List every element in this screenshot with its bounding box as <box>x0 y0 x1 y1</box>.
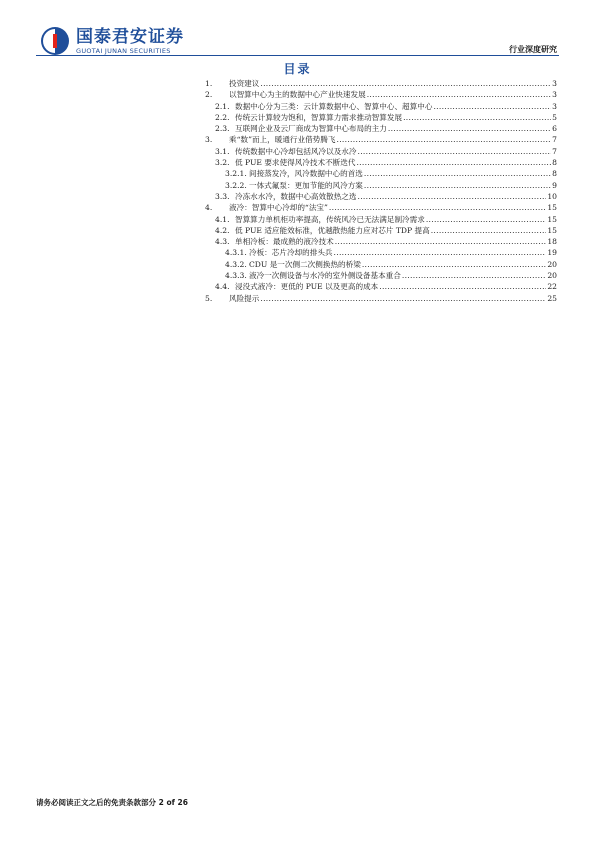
toc-entry-title: 冷冻水水冷，数据中心高效散热之选 <box>235 191 357 201</box>
toc-entry-title: 单相冷板：最成熟的液冷技术 <box>235 237 334 247</box>
toc-entry-page: 9 <box>552 180 557 190</box>
toc-entry-title: 投资建议 <box>229 79 260 88</box>
toc-entry-page: 7 <box>552 135 557 145</box>
toc-entry-number: 2.3. <box>215 124 230 134</box>
page-footer <box>36 797 188 808</box>
toc-dot-leader <box>388 123 551 134</box>
toc-dot-leader <box>367 89 551 100</box>
toc-dot-leader <box>358 146 552 157</box>
toc-entry-page: 22 <box>547 282 557 292</box>
toc-entry[interactable] <box>205 112 557 123</box>
toc-entry[interactable] <box>205 202 557 213</box>
toc-dot-leader <box>334 247 547 258</box>
toc-entry-number: 2.2. <box>215 112 230 122</box>
toc-entry-page: 10 <box>547 191 557 201</box>
logo-mark-icon <box>40 26 70 56</box>
toc-entry-title: 液冷一次侧设备与水冷的室外侧设备基本重合 <box>249 271 401 281</box>
toc-dot-leader <box>356 157 551 168</box>
toc-entry[interactable] <box>205 214 557 225</box>
toc-entry-number: 4.3.3. <box>225 271 247 281</box>
toc-entry-title: 传统数据中心冷却包括风冷以及水冷 <box>235 146 357 156</box>
toc-entry-page: 20 <box>547 271 557 281</box>
toc-entry[interactable] <box>205 146 557 157</box>
toc-dot-leader <box>260 78 551 89</box>
toc-entry-page: 3 <box>552 79 557 88</box>
toc-entry-number: 2. <box>205 90 213 100</box>
table-of-contents <box>205 78 557 304</box>
toc-dot-leader <box>336 134 551 145</box>
footer-disclaimer: 请务必阅读正文之后的免责条款部分 <box>36 798 156 807</box>
toc-entry-number: 4. <box>205 203 213 213</box>
toc-entry-page: 6 <box>552 124 557 134</box>
toc-entry-title: 传统云计算较为饱和，智算算力需求推动智算发展 <box>235 112 403 122</box>
toc-entry-title: 一体式氟泵：更加节能的风冷方案 <box>249 180 363 190</box>
toc-entry-page: 8 <box>552 158 557 168</box>
toc-entry[interactable] <box>205 157 557 168</box>
toc-entry-title: 以智算中心为主的数据中心产业快速发展 <box>229 90 366 100</box>
toc-entry-number: 3.2. <box>215 158 230 168</box>
header-divider <box>36 55 559 56</box>
toc-entry[interactable] <box>205 191 557 202</box>
toc-entry[interactable] <box>205 225 557 236</box>
toc-dot-leader <box>433 101 551 112</box>
company-logo <box>40 26 184 56</box>
toc-entry-number: 5. <box>205 293 213 303</box>
toc-dot-leader <box>335 236 547 247</box>
footer-page-number: 2 of 26 <box>158 798 188 807</box>
logo-chinese-name: 国泰君安证券 <box>76 26 184 47</box>
toc-dot-leader <box>260 293 546 304</box>
toc-dot-leader <box>403 112 551 123</box>
toc-entry-title: 液冷：智算中心冷却的“法宝” <box>229 203 328 213</box>
toc-dot-leader <box>358 191 547 202</box>
toc-entry-title: 冷板：芯片冷却的排头兵 <box>249 248 333 258</box>
toc-entry[interactable] <box>205 78 557 89</box>
toc-entry-page: 3 <box>552 90 557 100</box>
toc-entry-title: 低 PUE 适应能效标准，优越散热能力应对芯片 TDP 提高 <box>235 225 430 235</box>
toc-entry-number: 3.3. <box>215 191 230 201</box>
toc-entry-title: 间接蒸发冷，风冷数据中心的首选 <box>249 169 363 179</box>
toc-entry-title: CDU 是一次侧二次侧换热的桥梁 <box>249 259 361 269</box>
toc-entry-page: 7 <box>552 146 557 156</box>
toc-entry-number: 3.2.1. <box>225 169 247 179</box>
toc-entry-number: 3.1. <box>215 146 230 156</box>
toc-entry-page: 3 <box>552 101 557 111</box>
toc-entry-title: 低 PUE 要求使得风冷技术不断迭代 <box>235 158 356 168</box>
toc-entry-page: 15 <box>547 225 557 235</box>
toc-entry-number: 4.3.2. <box>225 259 247 269</box>
report-type-label: 行业深度研究 <box>509 45 557 54</box>
toc-entry-number: 2.1. <box>215 101 230 111</box>
toc-entry-page: 25 <box>547 293 557 303</box>
toc-dot-leader <box>402 270 546 281</box>
toc-entry-title: 智算算力单机柜功率提高，传统风冷已无法满足制冷需求 <box>235 214 425 224</box>
toc-entry[interactable] <box>205 123 557 134</box>
toc-entry-title: 互联网企业及云厂商成为智算中心布局的主力 <box>235 124 387 134</box>
toc-entry[interactable] <box>205 180 557 191</box>
toc-entry-number: 1. <box>205 79 213 88</box>
toc-entry-title: 风险提示 <box>229 293 260 303</box>
toc-entry-title: 浸没式液冷：更低的 PUE 以及更高的成本 <box>235 282 379 292</box>
toc-entry[interactable] <box>205 259 557 270</box>
toc-entry-number: 3.2.2. <box>225 180 247 190</box>
toc-dot-leader <box>364 168 551 179</box>
toc-entry[interactable] <box>205 293 557 304</box>
page-header <box>0 0 595 60</box>
toc-entry-page: 15 <box>547 214 557 224</box>
toc-entry-title: 数据中心分为三类：云计算数据中心、智算中心、超算中心 <box>235 101 433 111</box>
toc-dot-leader <box>362 259 546 270</box>
toc-entry-page: 8 <box>552 169 557 179</box>
toc-entry[interactable] <box>205 270 557 281</box>
toc-dot-leader <box>379 281 546 292</box>
logo-english-name: GUOTAI JUNAN SECURITIES <box>76 46 171 55</box>
toc-entry-number: 4.3. <box>215 237 230 247</box>
toc-entry-number: 4.4. <box>215 282 230 292</box>
toc-entry-page: 15 <box>547 203 557 213</box>
toc-entry-number: 4.1. <box>215 214 230 224</box>
toc-dot-leader <box>431 225 547 236</box>
toc-entry-page: 19 <box>547 248 557 258</box>
toc-dot-leader <box>426 214 546 225</box>
toc-dot-leader <box>329 202 546 213</box>
toc-entry-page: 20 <box>547 259 557 269</box>
toc-dot-leader <box>364 180 551 191</box>
toc-entry[interactable] <box>205 281 557 292</box>
toc-entry-page: 5 <box>552 112 557 122</box>
toc-entry-title: 乘“数”而上，暖通行业借势腾飞 <box>229 135 336 145</box>
toc-entry[interactable] <box>205 236 557 247</box>
toc-entry[interactable] <box>205 168 557 179</box>
toc-entry[interactable] <box>205 247 557 258</box>
toc-entry-number: 4.2. <box>215 225 230 235</box>
toc-entry-page: 18 <box>547 237 557 247</box>
toc-entry[interactable] <box>205 89 557 100</box>
toc-entry-number: 3. <box>205 135 213 145</box>
toc-entry[interactable] <box>205 134 557 145</box>
toc-entry-number: 4.3.1. <box>225 248 247 258</box>
toc-heading: 目录 <box>283 62 312 76</box>
toc-entry[interactable] <box>205 101 557 112</box>
